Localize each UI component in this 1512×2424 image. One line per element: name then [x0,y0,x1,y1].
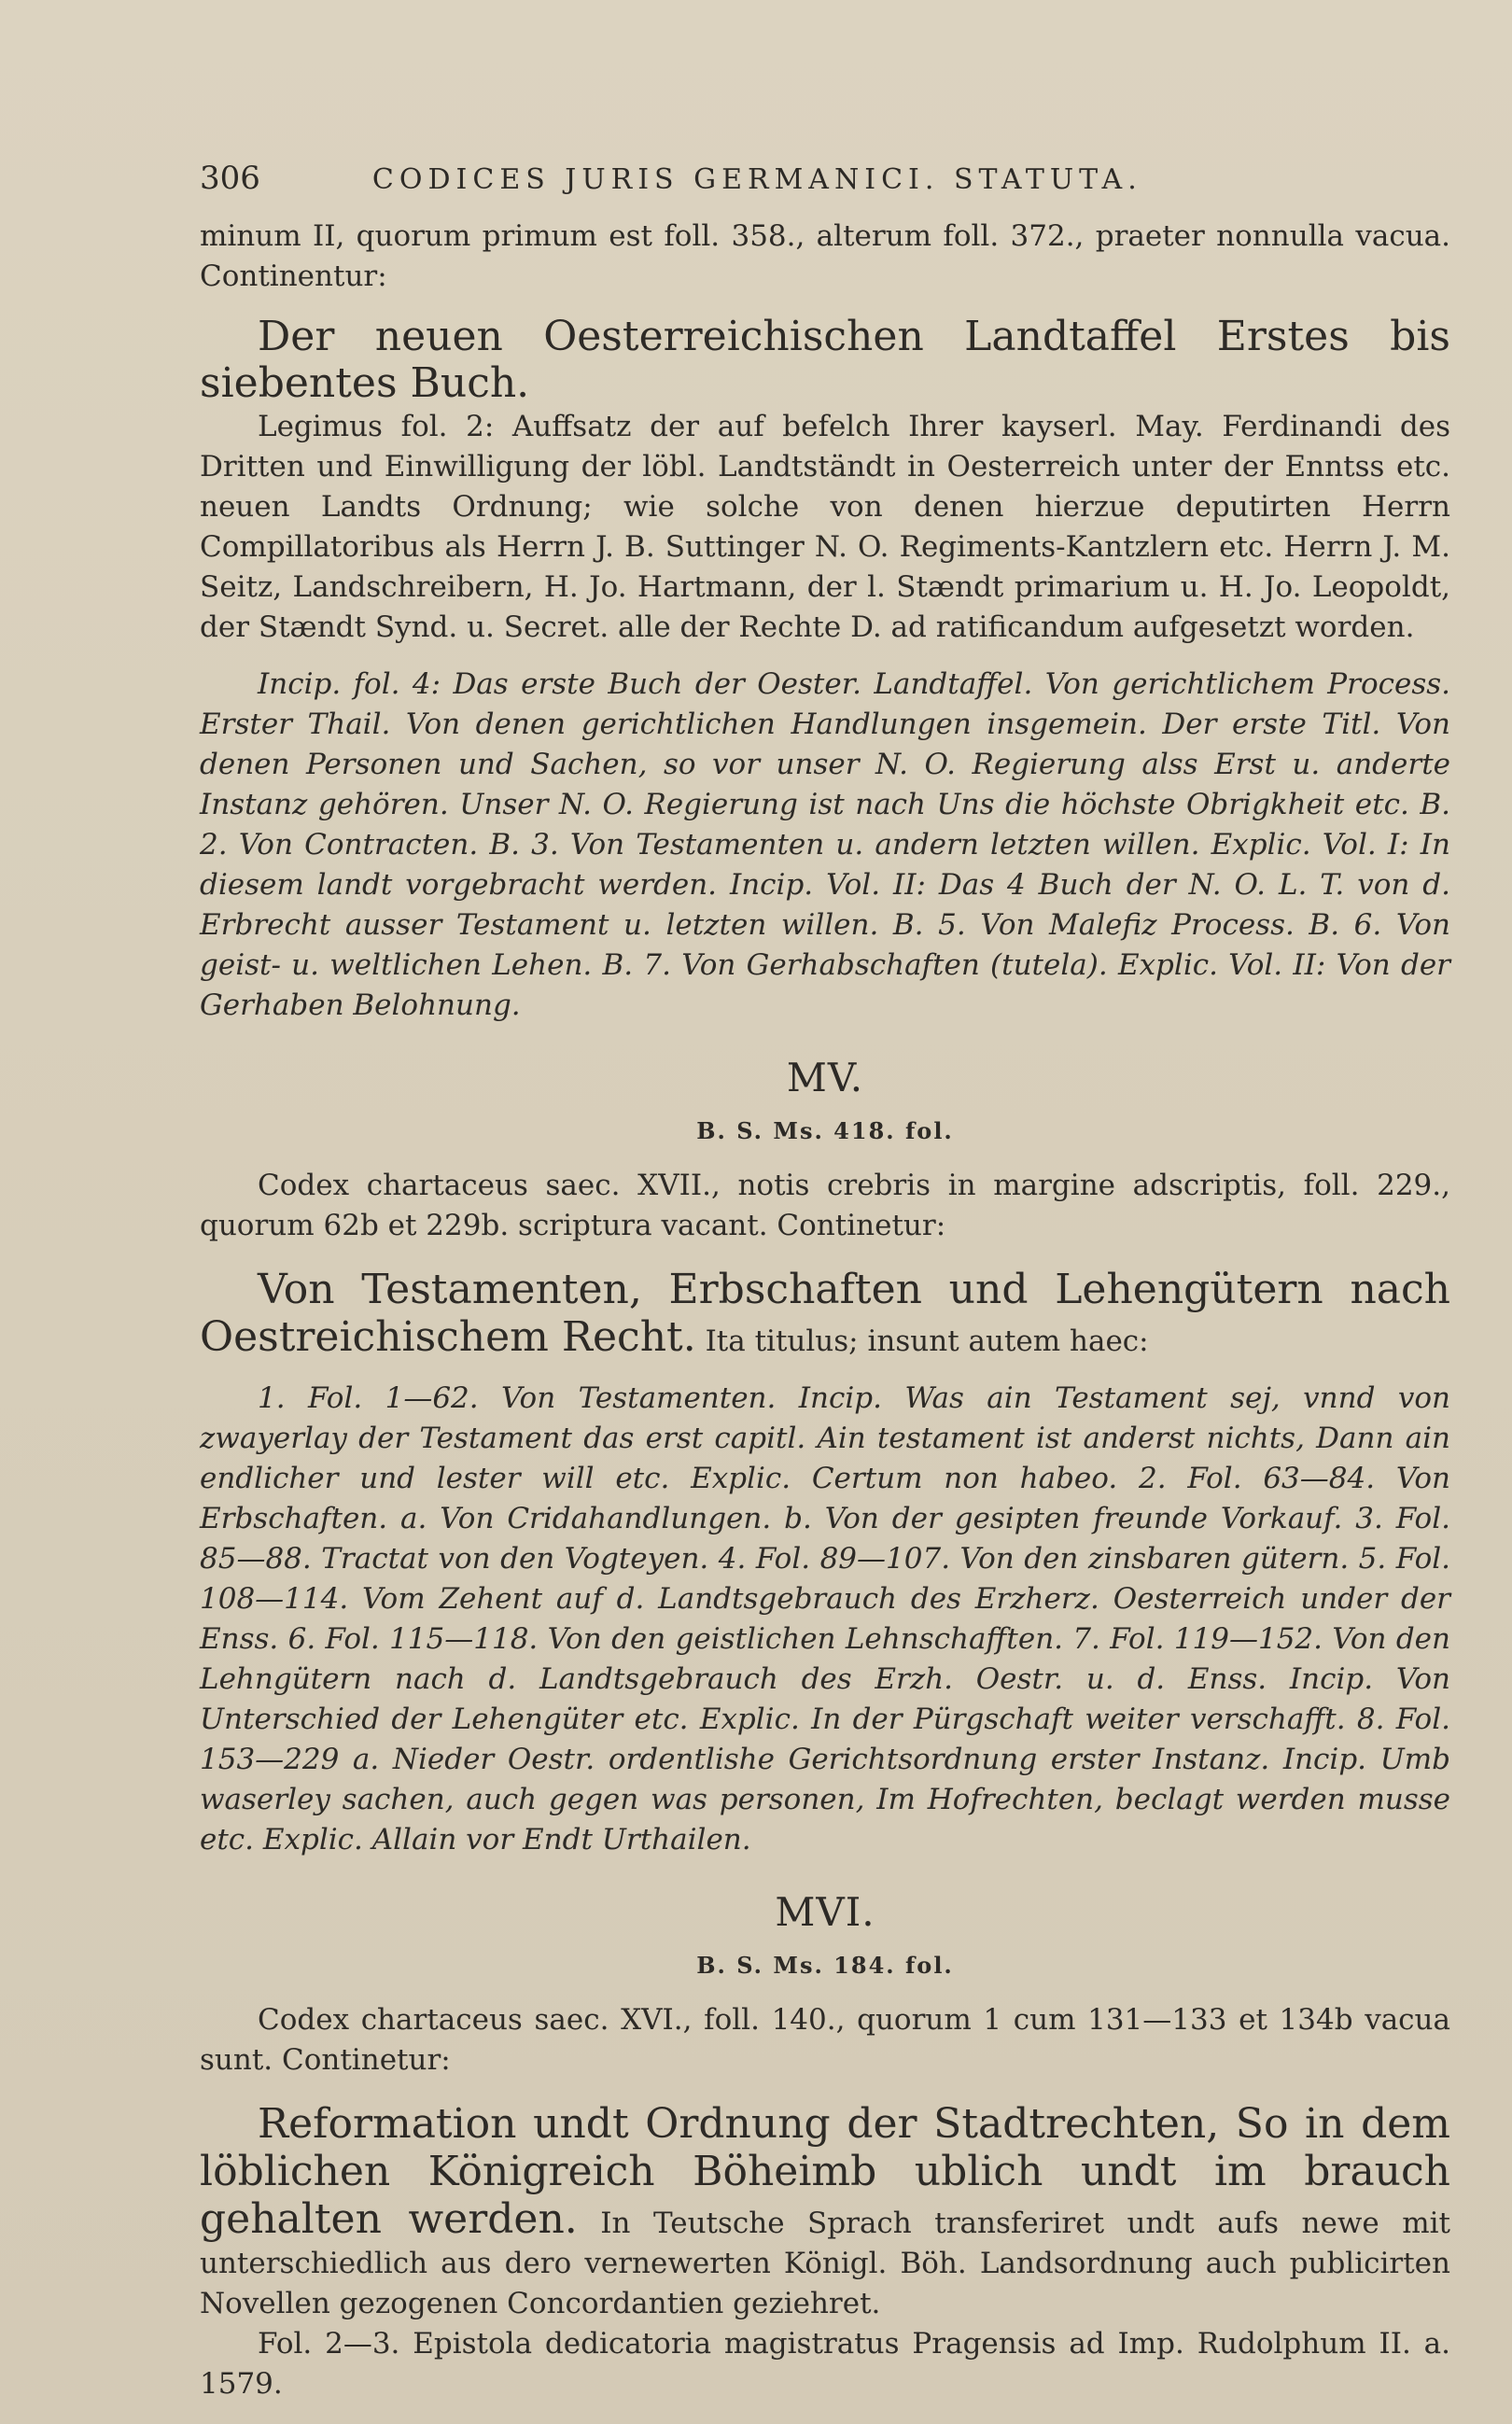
incipit-paragraph: Incip. fol. 4: Das erste Buch der Oester. Landtaffel. Von gerichtlichem Process. Erster Thail. Von denen gerichtlichen Handlungen insgemein. Der erste Titl. Von denen Personen und Sachen, so vor unser N. O. Regierung alss Erst u. anderte Instanz gehören. Unser N. O. Regierung ist nach Uns die höchste Obrigkheit etc. B. 2. Von Contracten. B. 3. Von Testamenten u. andern letzten willen. Explic. Vol. I: In diesem landt vorgebracht werden. Incip. Vol. II: Das 4 Buch der N. O. L. T. von d. Erbrecht ausser Testament u. letzten willen. B. 5. Von Malefiz Process. B. 6. Von geist- u. weltlichen Lehen. B. 7. Von Gerhabschaften (tutela). Explic. Vol. II: Von der Gerhaben Belohnung. [200,667,1450,1022]
title-tail-xv: Ita titulus; insunt autem haec: [705,1324,1149,1358]
entry-title-xv [200,1267,1450,1362]
text-column [200,159,1450,2404]
section-number-xvi: MVI. [775,1889,875,1935]
entry-title-landtaffel: Der neuen Oesterreichischen Landtaffel Erstes bis siebentes Buch. [200,313,1450,407]
shelfmark-xvi: B. S. Ms. 184. fol. [696,1952,954,1979]
legimus-paragraph: Legimus fol. 2: Auffsatz der auf befelch Ihrer kayserl. May. Ferdinandi des Dritten und Einwilligung der löbl. Landtständt in Oesterreich unter der Enntss etc. neuen Landts Ordnung; wie solche von denen hierzue deputirten Herrn Compillatoribus als Herrn J. B. Suttinger N. O. Regiments-Kantzlern etc. Herrn J. M. Seitz, Landschreibern, H. Jo. Hartmann, der l. Stændt primarium u. H. Jo. Leopoldt, der Stændt Synd. u. Secret. alle der Rechte D. ad ratificandum aufgesetzt worden. [200,410,1450,644]
section-number-xv: MV. [786,1055,864,1100]
epistola-xvi: Fol. 2—3. Epistola dedicatoria magistratus Pragensis ad Imp. Rudolphum II. a. 1579. [200,2327,1450,2401]
running-head [200,159,1450,200]
entry-title-xvi [200,2101,1450,2324]
description-xvi: Codex chartaceus saec. XVI., foll. 140., quorum 1 cum 131—133 et 134b vacua sunt. Continetur: [200,2003,1450,2077]
contents-xv: 1. Fol. 1—62. Von Testamenten. Incip. Was ain Testament sej, vnnd von zwayerlay der Testament das erst capitl. Ain testament ist anderst nichts, Dann ain endlicher und lester will etc. Explic. Certum non habeo. 2. Fol. 63—84. Von Erbschaften. a. Von Cridahandlungen. b. Von der gesipten freunde Vorkauf. 3. Fol. 85—88. Tractat von den Vogteyen. 4. Fol. 89—107. Von den zinsbaren gütern. 5. Fol. 108—114. Vom Zehent auf d. Landtsgebrauch des Erzherz. Oesterreich under der Enss. 6. Fol. 115—118. Von den geistlichen Lehnschafften. 7. Fol. 119—152. Von den Lehngütern nach d. Landtsgebrauch des Erzh. Oestr. u. d. Enss. Incip. Von Unterschied der Lehengüter etc. Explic. In der Pürgschaft weiter verschafft. 8. Fol. 153—229 a. Nieder Oestr. ordentlishe Gerichtsordnung erster Instanz. Incip. Umb waserley sachen, auch gegen was personen, Im Hofrechten, beclagt werden musse etc. Explic. Allain vor Endt Urthailen. [200,1381,1450,1857]
intro-paragraph: minum II, quorum primum est foll. 358., alterum foll. 372., praeter nonnulla vacua. Continentur: [200,219,1450,293]
spacer [200,648,1450,665]
title-tail-xvi: In Teutsche Sprach transferiret undt aufs newe mit unterschiedlich aus dero vernewerten Königl. Böh. Landsordnung auch publicirten Novellen gezogenen Concordantien geziehret. [200,2207,1450,2320]
shelfmark-xv: B. S. Ms. 418. fol. [696,1117,954,1144]
running-title: CODICES JURIS GERMANICI. STATUTA. [371,163,1142,196]
spacer [200,297,1450,314]
description-xv: Codex chartaceus saec. XVII., notis crebris in margine adscriptis, foll. 229., quorum 62b et 229b. scriptura vacant. Continetur: [200,1169,1450,1242]
title-xvi: Reformation undt Ordnung der Stadtrechten, So in dem löblichen Königreich Böheimb ublich undt im brauch gehalten werden. [200,2100,1450,2243]
spacer [200,1362,1450,1379]
title-xv: Von Testamenten, Erbschaften und Lehengütern nach Oestreichischem Recht. [200,1266,1450,1361]
page-number: 306 [200,160,260,197]
